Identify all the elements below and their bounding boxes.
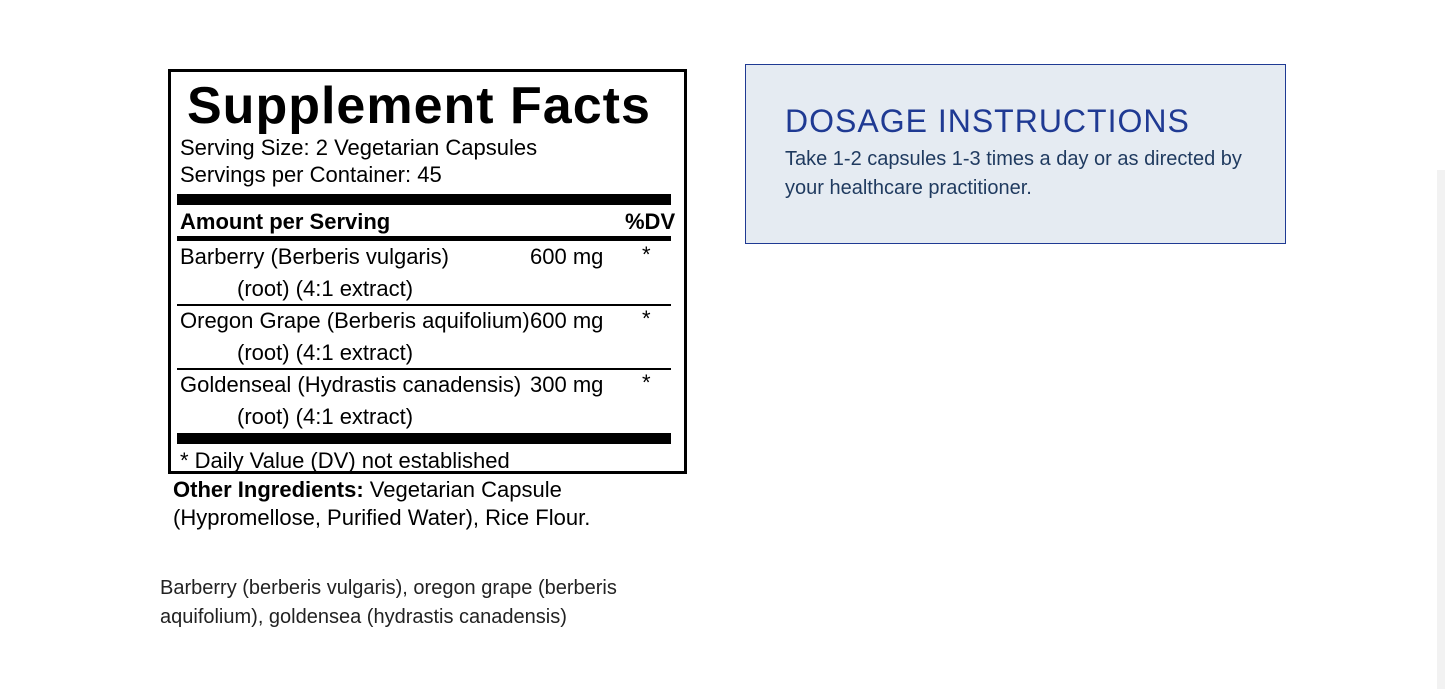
facts-divider-thick [177, 194, 671, 205]
serving-size: Serving Size: 2 Vegetarian Capsules [180, 135, 538, 160]
ingredient-dv: * [642, 370, 651, 395]
ingredient-dv: * [642, 242, 651, 267]
ingredient-sub: (root) (4:1 extract) [237, 276, 414, 301]
daily-value-footnote: * Daily Value (DV) not established [180, 448, 510, 473]
ingredient-name: Oregon Grape (Berberis aquifolium) [180, 308, 530, 333]
amount-per-serving-header: Amount per Serving [180, 209, 391, 234]
scrollbar[interactable] [1437, 170, 1445, 689]
ingredient-dv: * [642, 306, 651, 331]
other-ingredients [173, 476, 713, 532]
dosage-title: DOSAGE INSTRUCTIONS [785, 103, 1190, 139]
ingredient-amount: 600 mg [530, 244, 604, 269]
ingredient-name: Barberry (Berberis vulgaris) [180, 244, 449, 269]
facts-row-divider [177, 304, 671, 306]
ingredient-amount: 300 mg [530, 372, 604, 397]
supplement-facts-panel [168, 69, 687, 474]
facts-divider-thick [177, 433, 671, 444]
supplement-facts-title: Supplement Facts [187, 77, 651, 135]
dosage-instructions-box [745, 64, 1286, 244]
ingredient-amount: 600 mg [530, 308, 604, 333]
other-ingredients-text: Vegetarian Capsule (Hypromellose, Purified Water), Rice Flour. [173, 477, 591, 530]
other-ingredients-label: Other Ingredients: [173, 477, 364, 502]
servings-per-container: Servings per Container: 45 [180, 162, 442, 187]
facts-divider-medium [177, 236, 671, 241]
dosage-text: Take 1-2 capsules 1-3 times a day or as directed by your healthcare practitioner. [785, 148, 1242, 199]
ingredient-name: Goldenseal (Hydrastis canadensis) [180, 372, 522, 397]
ingredient-sub: (root) (4:1 extract) [237, 404, 414, 429]
ingredients-caption: Barberry (berberis vulgaris), oregon grape (berberis aquifolium), goldensea (hydrastis canadensis) [160, 577, 617, 628]
facts-row-divider [177, 368, 671, 370]
ingredient-sub: (root) (4:1 extract) [237, 340, 414, 365]
dv-header: %DV [625, 209, 676, 234]
